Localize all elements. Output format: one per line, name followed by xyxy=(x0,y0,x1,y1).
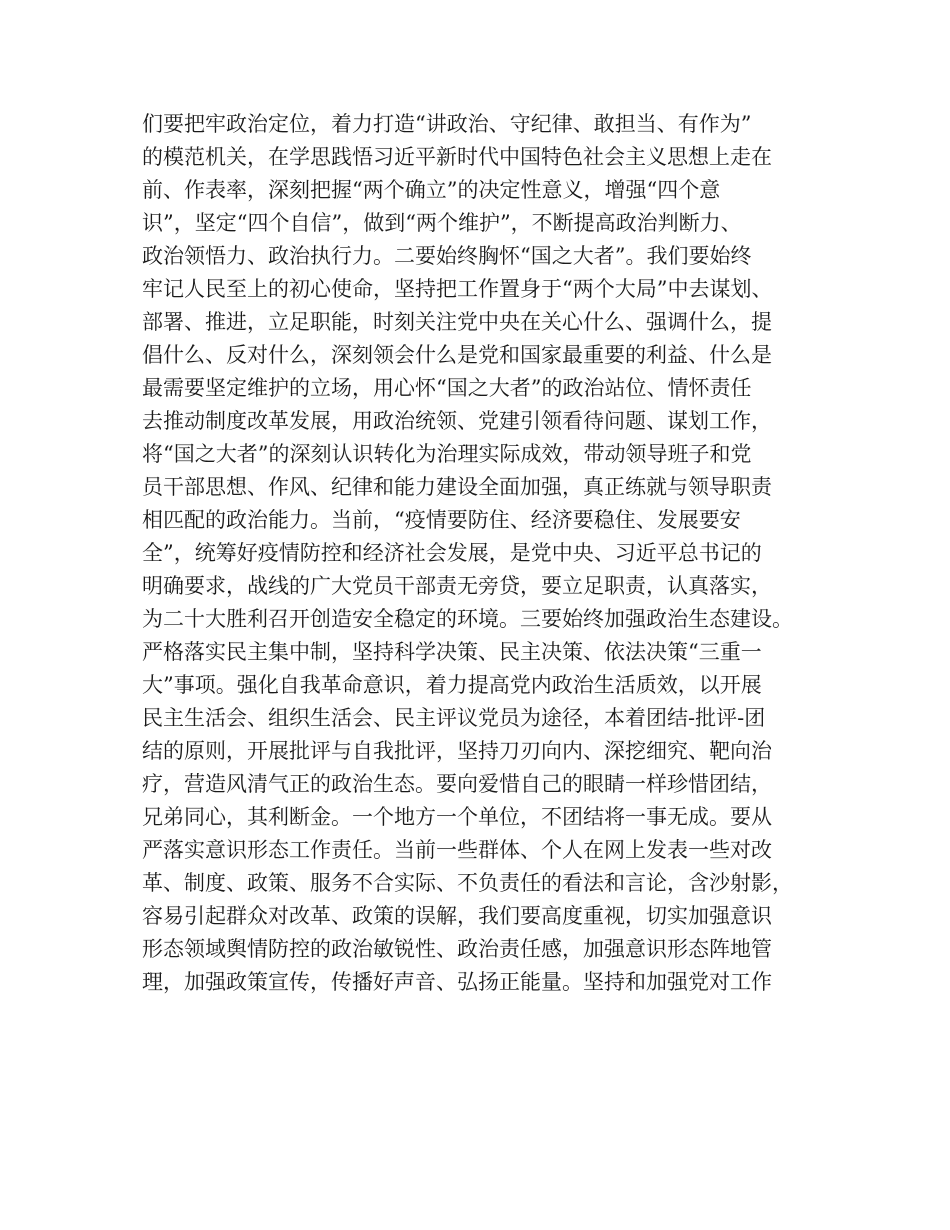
text-line: 理，加强政策宣传，传播好声音、弘扬正能量。坚持和加强党对工作 xyxy=(142,970,772,994)
text-line: 识”，坚定“四个自信”，做到“两个维护”，不断提高政治判断力、 xyxy=(142,211,742,235)
text-line: 明确要求，战线的广大党员干部责无旁贷，要立足职责，认真落实， xyxy=(142,574,772,598)
body-text xyxy=(142,108,822,999)
text-line: 民主生活会、组织生活会、民主评议党员为途径，本着团结-批评-团 xyxy=(142,706,766,730)
text-line: 的模范机关，在学思践悟习近平新时代中国特色社会主义思想上走在 xyxy=(142,145,772,169)
text-line: 革、制度、政策、服务不合实际、不负责任的看法和言论，含沙射影， xyxy=(142,871,793,895)
text-line: 员干部思想、作风、纪律和能力建设全面加强，真正练就与领导职责 xyxy=(142,475,772,499)
text-line: 严格落实民主集中制，坚持科学决策、民主决策、依法决策“三重一 xyxy=(142,640,762,664)
text-line: 大”事项。强化自我革命意识，着力提高党内政治生活质效，以开展 xyxy=(142,673,762,697)
text-line: 疗，营造风清气正的政治生态。要向爱惜自己的眼睛一样珍惜团结， xyxy=(142,772,772,796)
text-line: 为二十大胜利召开创造安全稳定的环境。三要始终加强政治生态建设。 xyxy=(142,607,793,631)
text-line: 容易引起群众对改革、政策的误解，我们要高度重视，切实加强意识 xyxy=(142,904,772,928)
text-line: 政治领悟力、政治执行力。二要始终胸怀“国之大者”。我们要始终 xyxy=(142,244,752,268)
text-line: 将“国之大者”的深刻认识转化为治理实际成效，带动领导班子和党 xyxy=(142,442,752,466)
text-line: 前、作表率，深刻把握“两个确立”的决定性意义，增强“四个意 xyxy=(142,178,721,202)
text-line: 去推动制度改革发展，用政治统领、党建引领看待问题、谋划工作， xyxy=(142,409,772,433)
text-line: 相匹配的政治能力。当前，“疫情要防住、经济要稳住、发展要安 xyxy=(142,508,741,532)
text-line: 最需要坚定维护的立场，用心怀“国之大者”的政治站位、情怀责任 xyxy=(142,376,752,400)
text-line: 兄弟同心，其利断金。一个地方一个单位，不团结将一事无成。要从 xyxy=(142,805,772,829)
text-line: 全”，统筹好疫情防控和经济社会发展，是党中央、习近平总书记的 xyxy=(142,541,762,565)
text-line: 部署、推进，立足职能，时刻关注党中央在关心什么、强调什么，提 xyxy=(142,310,772,334)
text-line: 牢记人民至上的初心使命，坚持把工作置身于“两个大局”中去谋划、 xyxy=(142,277,773,301)
text-line: 们要把牢政治定位，着力打造“讲政治、守纪律、敢担当、有作为” xyxy=(142,112,752,136)
text-line: 结的原则，开展批评与自我批评，坚持刀刃向内、深挖细究、靶向治 xyxy=(142,739,772,763)
text-line: 倡什么、反对什么，深刻领会什么是党和国家最重要的利益、什么是 xyxy=(142,343,772,367)
text-line: 严落实意识形态工作责任。当前一些群体、个人在网上发表一些对改 xyxy=(142,838,772,862)
text-line: 形态领域舆情防控的政治敏锐性、政治责任感，加强意识形态阵地管 xyxy=(142,937,772,961)
